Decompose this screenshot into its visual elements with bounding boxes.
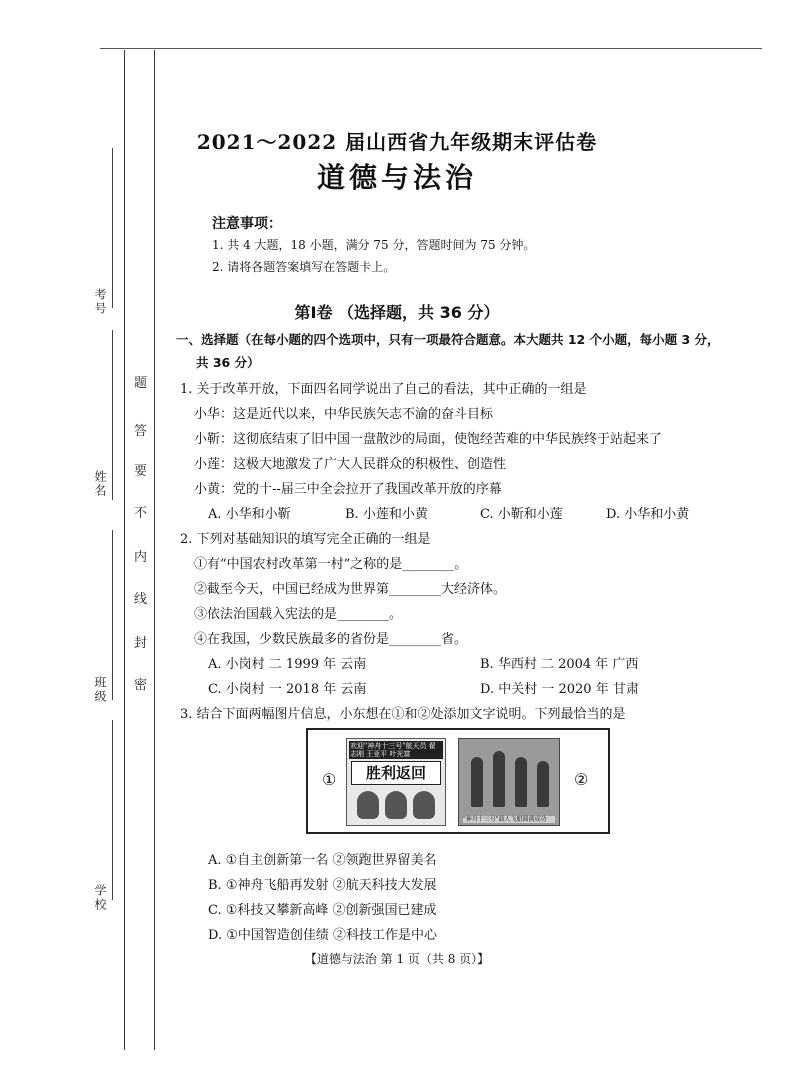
question-2-line: ④在我国，少数民族最多的省份是________省。	[194, 632, 468, 647]
question-2-line: ③依法治国载入宪法的是________。	[194, 607, 403, 622]
name-label: 姓名	[93, 470, 107, 498]
question-1-stem: 1. 关于改革开放，下面四名同学说出了自己的看法，其中正确的一组是	[180, 382, 587, 397]
question-1-line: 小华：这是近代以来，中华民族矢志不渝的奋斗目标	[194, 407, 494, 422]
question-3-option-c[interactable]: C. ①科技又攀新高峰 ②创新强国已建成	[208, 903, 437, 918]
astronaut-figure	[413, 791, 435, 819]
question-3-figure	[306, 728, 610, 834]
photo1-headline: 胜利返回	[351, 761, 441, 785]
section-instruction: 一、选择题（在每小题的四个选项中，只有一项最符合题意。本大题共 12 个小题，每小题 3 分，	[176, 332, 720, 347]
question-2-option-d[interactable]: D. 中关村 一 2020 年 甘肃	[480, 682, 639, 697]
notice-item: 2. 请将各题答案填写在答题卡上。	[212, 260, 396, 274]
astronauts-photo	[346, 738, 446, 826]
astronaut-figure	[357, 791, 379, 819]
question-1-line: 小莲：这极大地激发了广大人民群众的积极性、创造性	[194, 457, 507, 472]
seal-char: 线	[134, 592, 148, 607]
seal-char: 密	[134, 678, 148, 693]
seal-char: 要	[134, 464, 148, 479]
page-footer: 【道德与法治 第 1 页（共 8 页）】	[304, 952, 490, 966]
question-1-option-a[interactable]: A. 小华和小靳	[208, 507, 291, 522]
section-instruction-cont: 共 36 分）	[196, 355, 260, 370]
school-blank	[112, 720, 113, 900]
crew-figure	[471, 757, 483, 807]
binding-line-inner	[154, 50, 155, 1050]
question-2-line: ①有“中国农村改革第一村”之称的是________。	[194, 557, 468, 572]
seal-char: 内	[134, 550, 148, 565]
question-2-option-b[interactable]: B. 华西村 二 2004 年 广西	[480, 657, 639, 672]
question-2-stem: 2. 下列对基础知识的填写完全正确的一组是	[180, 532, 431, 547]
question-2-option-c[interactable]: C. 小岗村 一 2018 年 云南	[208, 682, 367, 697]
question-1-option-b[interactable]: B. 小莲和小黄	[345, 507, 428, 522]
question-1-option-d[interactable]: D. 小华和小黄	[606, 507, 690, 522]
exam-number-label: 考号	[93, 288, 107, 316]
seal-char: 不	[134, 506, 148, 521]
figure-mark-1: ①	[322, 770, 337, 789]
question-3-option-d[interactable]: D. ①中国智造创佳绩 ②科技工作是中心	[208, 928, 438, 943]
question-3-option-a[interactable]: A. ①自主创新第一名 ②领跑世界留美名	[208, 853, 437, 868]
crew-figure	[537, 761, 549, 807]
exam-title: 2021～2022 届山西省九年级期末评估卷	[196, 130, 598, 154]
photo1-caption: 欢迎"神舟十三号"航天员 翟志刚 王亚平 叶光富	[349, 741, 443, 759]
question-2-option-a[interactable]: A. 小岗村 二 1999 年 云南	[208, 657, 367, 672]
question-3-option-b[interactable]: B. ①神舟飞船再发射 ②航天科技大发展	[208, 878, 437, 893]
notice-item: 1. 共 4 大题，18 小题，满分 75 分，答题时间为 75 分钟。	[212, 238, 536, 252]
crew-figure	[515, 757, 527, 807]
seal-char: 答	[134, 424, 148, 439]
subject-title: 道德与法治	[316, 161, 477, 194]
photo2-caption: "神舟十三号"载人飞船圆满成功	[463, 816, 555, 823]
class-label: 班级	[93, 676, 107, 704]
crew-walking-photo	[458, 738, 560, 826]
question-1-line: 小黄：党的十--届三中全会拉开了我国改革开放的序幕	[194, 482, 502, 497]
astronaut-figure	[385, 791, 407, 819]
figure-mark-2: ②	[574, 770, 589, 789]
crew-figure	[493, 751, 505, 807]
seal-char: 题	[134, 376, 148, 391]
notice-title: 注意事项：	[212, 216, 282, 232]
top-rule	[100, 48, 762, 49]
class-blank	[112, 530, 113, 700]
binding-line-outer	[124, 50, 125, 1050]
part-title: 第Ⅰ卷 （选择题，共 36 分）	[294, 303, 500, 322]
question-1-line: 小靳：这彻底结束了旧中国一盘散沙的局面，使饱经苦难的中华民族终于站起来了	[194, 432, 663, 447]
question-2-line: ②截至今天，中国已经成为世界第________大经济体。	[194, 582, 507, 597]
seal-char: 封	[134, 636, 148, 651]
question-3-stem: 3. 结合下面两幅图片信息，小东想在①和②处添加文字说明。下列最恰当的是	[180, 707, 626, 722]
name-blank	[112, 330, 113, 500]
question-1-option-c[interactable]: C. 小靳和小莲	[480, 507, 563, 522]
school-label: 学校	[93, 884, 107, 912]
